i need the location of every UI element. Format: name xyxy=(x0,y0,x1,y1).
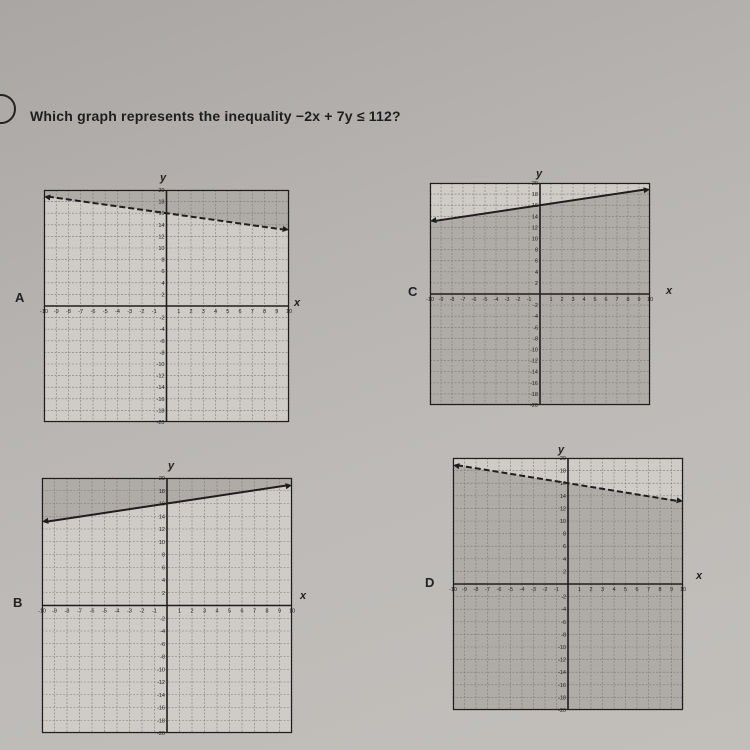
y-tick-label: -6 xyxy=(533,325,538,332)
x-tick-label: -9 xyxy=(462,587,467,593)
x-tick-label: 8 xyxy=(626,297,630,303)
y-tick-label: 2 xyxy=(562,569,566,576)
y-tick-label: -20 xyxy=(530,403,538,409)
x-tick-label: -6 xyxy=(89,608,95,615)
x-tick-label: -4 xyxy=(115,309,120,315)
x-axis-letter: x xyxy=(294,297,301,309)
x-tick-label: -5 xyxy=(102,309,108,315)
x-tick-label: 8 xyxy=(265,608,269,615)
x-tick-label: -5 xyxy=(482,297,488,303)
y-tick-label: -4 xyxy=(159,327,165,334)
y-tick-label: 8 xyxy=(534,247,538,254)
y-tick-label: 20 xyxy=(158,188,165,194)
graph-option-a[interactable] xyxy=(40,188,293,426)
x-tick-label: -1 xyxy=(151,309,157,315)
y-tick-label: 6 xyxy=(161,565,165,572)
x-tick-label: -8 xyxy=(449,297,455,303)
x-tick-label: 1 xyxy=(177,608,182,615)
x-tick-label: -7 xyxy=(78,309,84,315)
y-tick-label: -14 xyxy=(156,385,165,392)
x-axis-letter: x xyxy=(696,570,703,582)
y-tick-label: -4 xyxy=(533,314,538,321)
y-tick-label: -6 xyxy=(160,641,165,648)
x-tick-label: -8 xyxy=(64,608,70,615)
x-tick-label: 1 xyxy=(549,297,553,303)
graph-option-c[interactable] xyxy=(426,181,654,409)
y-tick-label: 18 xyxy=(158,488,165,495)
option-label-b: B xyxy=(13,595,23,610)
x-tick-label: -2 xyxy=(542,587,548,593)
x-tick-label: 2 xyxy=(589,587,593,593)
question-number-circle xyxy=(0,94,16,124)
y-tick-label: -12 xyxy=(156,373,165,380)
x-tick-label: 3 xyxy=(600,587,605,593)
y-tick-label: 12 xyxy=(559,506,566,513)
x-axis-letter: x xyxy=(666,285,673,297)
x-tick-label: -3 xyxy=(504,297,510,303)
x-tick-label: 4 xyxy=(582,297,586,303)
x-tick-label: 1 xyxy=(577,587,582,593)
y-tick-label: -8 xyxy=(159,350,165,357)
y-tick-label: -12 xyxy=(530,358,538,365)
y-tick-label: 8 xyxy=(161,257,165,264)
x-tick-label: -9 xyxy=(438,297,444,303)
x-tick-label: -1 xyxy=(152,608,157,615)
x-tick-label: 5 xyxy=(623,587,628,593)
x-tick-label: -10 xyxy=(426,297,434,303)
x-tick-label: 8 xyxy=(262,309,267,315)
y-tick-label: -18 xyxy=(530,391,538,398)
x-tick-label: 4 xyxy=(215,608,219,615)
coordinate-plane xyxy=(38,476,296,737)
x-tick-label: -9 xyxy=(52,608,57,615)
y-tick-label: -4 xyxy=(160,629,165,635)
y-tick-label: -10 xyxy=(156,362,165,368)
coordinate-plane xyxy=(40,188,293,426)
y-tick-label: -18 xyxy=(558,695,566,702)
x-tick-label: 10 xyxy=(679,587,687,593)
x-tick-label: 10 xyxy=(285,309,293,315)
y-tick-label: 20 xyxy=(158,476,165,482)
question-text: Which graph represents the inequality −2x + 7y ≤ 112? xyxy=(30,108,401,124)
x-tick-label: 6 xyxy=(604,297,608,303)
y-tick-label: 6 xyxy=(562,544,566,551)
x-tick-label: 2 xyxy=(560,297,564,303)
y-tick-label: -8 xyxy=(533,336,538,343)
y-tick-label: -20 xyxy=(156,420,165,426)
y-tick-label: -8 xyxy=(160,654,165,661)
y-tick-label: 4 xyxy=(534,269,538,276)
x-tick-label: -7 xyxy=(485,587,490,593)
y-tick-label: -6 xyxy=(159,338,165,345)
x-tick-label: -1 xyxy=(554,587,559,593)
x-tick-label: -7 xyxy=(77,608,82,615)
x-tick-label: -3 xyxy=(127,608,132,615)
option-label-d: D xyxy=(425,575,435,590)
y-tick-label: 2 xyxy=(161,292,165,299)
y-tick-label: 20 xyxy=(531,181,538,187)
x-tick-label: -2 xyxy=(139,309,145,315)
y-tick-label: 16 xyxy=(559,481,566,488)
y-tick-label: -18 xyxy=(156,408,165,415)
y-tick-label: 4 xyxy=(562,556,566,563)
y-tick-label: 10 xyxy=(158,539,165,546)
x-tick-label: 8 xyxy=(658,587,662,593)
y-tick-label: -10 xyxy=(530,347,538,354)
x-tick-label: -5 xyxy=(508,587,513,593)
y-axis-letter: y xyxy=(536,168,543,180)
x-tick-label: -5 xyxy=(102,608,107,615)
x-tick-label: 5 xyxy=(227,608,232,615)
y-tick-label: 18 xyxy=(531,192,538,199)
y-axis-letter: y xyxy=(160,172,167,184)
x-tick-label: 10 xyxy=(288,608,296,615)
y-tick-label: 14 xyxy=(158,222,165,229)
x-tick-label: 7 xyxy=(252,608,257,615)
x-tick-label: -9 xyxy=(53,309,59,315)
x-tick-label: -3 xyxy=(531,587,536,593)
x-tick-label: -6 xyxy=(496,587,502,593)
y-tick-label: -12 xyxy=(558,657,566,664)
y-tick-label: 10 xyxy=(158,246,165,252)
y-tick-label: 10 xyxy=(531,236,538,243)
y-tick-label: -16 xyxy=(157,705,165,712)
x-tick-label: 6 xyxy=(238,309,242,315)
x-tick-label: -10 xyxy=(40,309,48,315)
y-tick-label: 8 xyxy=(562,531,566,538)
y-tick-label: -2 xyxy=(160,616,165,623)
y-tick-label: 6 xyxy=(161,269,165,276)
x-tick-label: 9 xyxy=(637,297,641,303)
x-tick-label: -3 xyxy=(127,309,133,315)
x-axis-letter: x xyxy=(300,590,307,602)
y-tick-label: -20 xyxy=(157,731,165,737)
y-tick-label: 14 xyxy=(158,514,165,521)
y-tick-label: -12 xyxy=(157,680,165,686)
coordinate-plane xyxy=(449,456,687,714)
x-tick-label: 3 xyxy=(202,608,207,615)
x-tick-label: 7 xyxy=(646,587,651,593)
x-tick-label: -6 xyxy=(471,297,477,303)
x-tick-label: -6 xyxy=(90,309,96,315)
y-tick-label: 14 xyxy=(531,214,538,221)
y-tick-label: -16 xyxy=(530,380,538,387)
y-tick-label: 14 xyxy=(559,493,566,500)
graph-option-b[interactable] xyxy=(38,476,296,737)
y-tick-label: -6 xyxy=(561,619,566,626)
y-tick-label: -10 xyxy=(157,667,165,674)
x-tick-label: 10 xyxy=(646,297,654,303)
x-tick-label: 7 xyxy=(615,297,619,303)
x-tick-label: 9 xyxy=(669,587,674,593)
y-axis-letter: y xyxy=(558,444,565,456)
option-label-a: A xyxy=(15,290,25,305)
y-tick-label: -14 xyxy=(530,369,538,376)
x-tick-label: 6 xyxy=(240,608,244,615)
x-tick-label: 1 xyxy=(177,309,181,315)
y-tick-label: 16 xyxy=(158,211,165,218)
x-tick-label: 4 xyxy=(612,587,616,593)
x-tick-label: -10 xyxy=(38,608,46,615)
x-tick-label: 3 xyxy=(201,309,205,315)
x-tick-label: 7 xyxy=(250,309,254,315)
option-label-c: C xyxy=(408,284,418,299)
y-tick-label: -8 xyxy=(561,632,566,639)
y-tick-label: -2 xyxy=(533,303,538,310)
y-tick-label: 10 xyxy=(559,519,566,525)
x-tick-label: -8 xyxy=(66,309,71,315)
y-tick-label: 4 xyxy=(161,280,165,287)
y-tick-label: 12 xyxy=(531,225,538,232)
y-tick-label: -14 xyxy=(558,670,566,677)
x-tick-label: 6 xyxy=(635,587,639,593)
y-tick-label: 12 xyxy=(158,527,165,533)
x-tick-label: 9 xyxy=(277,608,282,615)
y-axis-letter: y xyxy=(168,460,175,472)
y-tick-label: -16 xyxy=(558,682,566,689)
y-tick-label: -4 xyxy=(561,607,566,614)
x-tick-label: 2 xyxy=(190,608,194,615)
y-tick-label: -10 xyxy=(558,645,566,651)
y-tick-label: 2 xyxy=(161,590,165,597)
y-tick-label: 8 xyxy=(161,552,165,559)
y-tick-label: -2 xyxy=(159,315,165,322)
x-tick-label: 9 xyxy=(275,309,279,315)
y-tick-label: 6 xyxy=(534,258,538,265)
x-tick-label: 2 xyxy=(189,309,193,315)
y-tick-label: -14 xyxy=(157,692,165,699)
x-tick-label: 5 xyxy=(593,297,597,303)
y-tick-label: -2 xyxy=(561,594,566,601)
y-tick-label: 2 xyxy=(534,280,538,287)
x-tick-label: 3 xyxy=(571,297,575,303)
y-tick-label: 18 xyxy=(158,199,165,206)
x-tick-label: 4 xyxy=(213,309,218,315)
y-tick-label: 4 xyxy=(161,578,165,584)
y-tick-label: -20 xyxy=(558,708,566,714)
graph-option-d[interactable] xyxy=(449,456,687,714)
x-tick-label: -2 xyxy=(515,297,521,303)
y-tick-label: -18 xyxy=(157,718,165,725)
x-tick-label: -10 xyxy=(449,587,457,593)
x-tick-label: 5 xyxy=(226,309,230,315)
x-tick-label: -1 xyxy=(526,297,532,303)
x-tick-label: -4 xyxy=(114,608,120,615)
x-tick-label: -8 xyxy=(473,587,479,593)
y-tick-label: 12 xyxy=(158,234,165,241)
x-tick-label: -7 xyxy=(460,297,466,303)
x-tick-label: -4 xyxy=(519,587,525,593)
x-tick-label: -4 xyxy=(493,297,499,303)
x-tick-label: -2 xyxy=(139,608,145,615)
coordinate-plane xyxy=(426,181,654,409)
y-tick-label: 20 xyxy=(559,456,566,462)
y-tick-label: -16 xyxy=(156,396,165,403)
y-tick-label: 18 xyxy=(559,468,566,475)
